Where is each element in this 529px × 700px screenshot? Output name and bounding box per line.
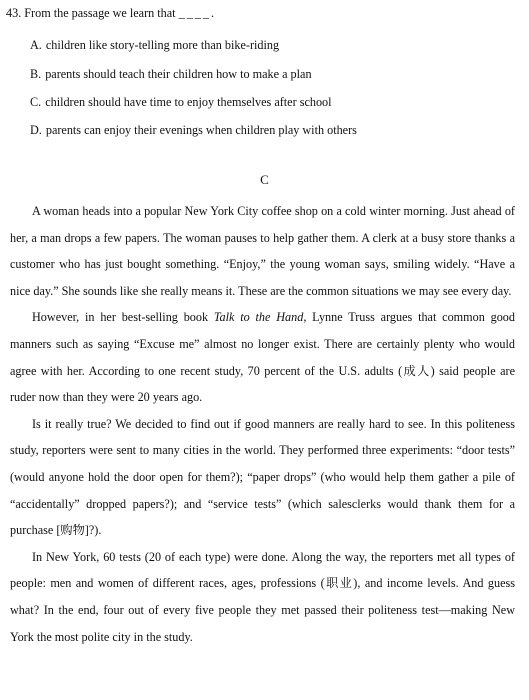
option-c — [30, 95, 332, 110]
answer-blank: ____. — [178, 6, 217, 20]
option-d — [30, 123, 357, 138]
question-stem-text: 43. From the passage we learn that — [6, 6, 176, 20]
paragraph-2: However, in her best-selling book Talk to the Hand, Lynne Truss argues that common good manners such as saying “Excuse me” almost no longer exist. There are certainly plenty who would agree with her. According to one recent study, 70 percent of the U.S. adults (成人) said people are ruder now than they were 20 years ago. — [10, 310, 515, 405]
passage-body — [10, 198, 515, 650]
option-letter: D. — [30, 123, 42, 137]
paragraph-1: A woman heads into a popular New York City coffee shop on a cold winter morning. Just ahead of her, a man drops a few papers. The woman pauses to help gather them. A clerk at a busy store thanks a customer who has just bought something. “Enjoy,” the young woman says, smiling widely. “Have a nice day.” She sounds like she really means it. These are the common situations we may see every day. — [10, 204, 515, 298]
option-text: children like story-telling more than bike-riding — [45, 38, 280, 52]
option-text: parents can enjoy their evenings when children play with others — [45, 123, 357, 137]
section-label: C — [260, 172, 269, 187]
option-letter: A. — [30, 38, 42, 52]
option-text: parents should teach their children how to make a plan — [45, 67, 312, 81]
book-title: Talk to the Hand — [213, 310, 304, 325]
option-a — [30, 38, 279, 53]
paragraph-4: In New York, 60 tests (20 of each type) were done. Along the way, the reporters met all types of people: men and women of different races, ages, professions (职业), and income levels. And guess what? In the end, four out of every five people they met passed their politeness test—making New York the most polite city in the study. — [10, 549, 515, 644]
option-letter: C. — [30, 95, 42, 109]
paragraph-3: Is it really true? We decided to find out if good manners are really hard to see. In this politeness study, reporters were sent to many cities in the world. They performed three experiments: “door tests” (would anyone hold the door open for them?); “paper drops” (who would help them gather a pile of “accidentally” dropped papers?); and “service tests” (which salesclerks would thank them for a purchase [购物]?). — [10, 416, 515, 538]
question-stem — [6, 6, 216, 21]
option-b — [30, 67, 312, 82]
option-letter: B. — [30, 67, 42, 81]
option-text: children should have time to enjoy themselves after school — [45, 95, 332, 109]
